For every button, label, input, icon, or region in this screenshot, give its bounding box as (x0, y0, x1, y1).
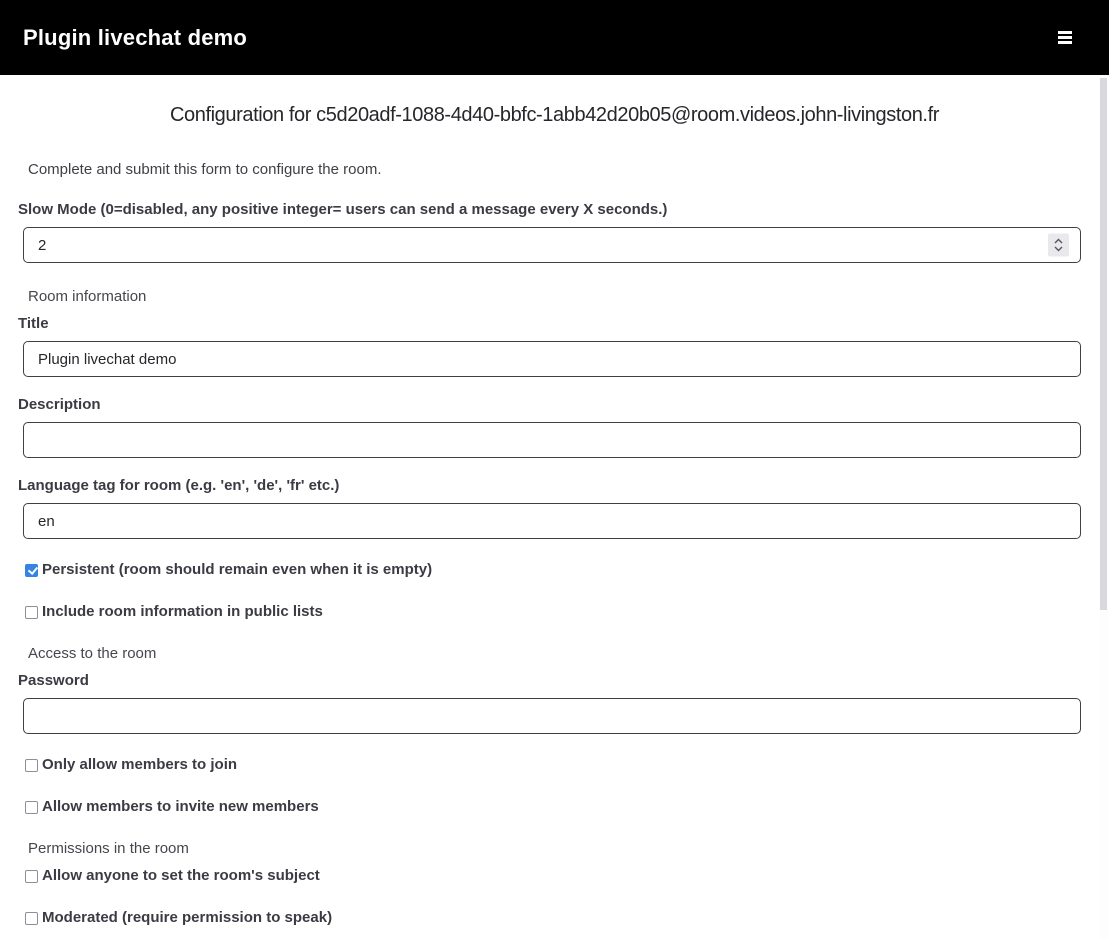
persistent-checkbox-row[interactable] (25, 562, 1081, 578)
language-label: Language tag for room (e.g. 'en', 'de', 'fr' etc.) (18, 477, 340, 494)
app-header (0, 0, 1109, 75)
slow-mode-label: Slow Mode (0=disabled, any positive integer= users can send a message every X seconds.) (18, 201, 668, 218)
title-input[interactable] (23, 341, 1081, 377)
public-list-checkbox-row[interactable] (25, 604, 1081, 620)
language-input[interactable] (23, 503, 1081, 539)
persistent-checkbox[interactable] (25, 564, 38, 577)
page-scrollbar[interactable] (1099, 76, 1109, 938)
description-input[interactable] (23, 422, 1081, 458)
scrollbar-thumb[interactable] (1100, 78, 1107, 610)
room-config-form (18, 160, 1081, 926)
slow-mode-input[interactable] (23, 227, 1081, 263)
title-label: Title (18, 315, 49, 332)
section-access: Access to the room (28, 645, 157, 662)
allow-invites-checkbox-row[interactable] (25, 799, 1081, 815)
moderated-label: Moderated (require permission to speak) (42, 909, 333, 926)
section-room-information: Room information (28, 288, 147, 305)
public-list-label: Include room information in public lists (42, 603, 323, 620)
members-only-checkbox-row[interactable] (25, 757, 1081, 773)
password-input[interactable] (23, 698, 1081, 734)
password-label: Password (18, 672, 89, 689)
change-subject-label: Allow anyone to set the room's subject (42, 867, 320, 884)
allow-invites-checkbox[interactable] (25, 801, 38, 814)
members-only-label: Only allow members to join (42, 756, 238, 773)
description-label: Description (18, 396, 101, 413)
allow-invites-label: Allow members to invite new members (42, 798, 319, 815)
slow-mode-field (18, 227, 1081, 263)
number-spinner[interactable] (1048, 234, 1069, 257)
up-down-chevrons-icon (1053, 237, 1064, 254)
persistent-label: Persistent (room should remain even when it is empty) (42, 561, 433, 578)
change-subject-checkbox[interactable] (25, 870, 38, 883)
moderated-checkbox-row[interactable] (25, 910, 1081, 926)
moderated-checkbox[interactable] (25, 912, 38, 925)
change-subject-checkbox-row[interactable] (25, 868, 1081, 884)
hamburger-icon (1058, 31, 1072, 44)
app-title: Plugin livechat demo (23, 24, 248, 50)
members-only-checkbox[interactable] (25, 759, 38, 772)
hamburger-menu-button[interactable] (1058, 31, 1072, 44)
page-title: Configuration for c5d20adf-1088-4d40-bbfc-1abb42d20b05@room.videos.john-livingston.fr (169, 104, 940, 126)
public-list-checkbox[interactable] (25, 606, 38, 619)
section-permissions: Permissions in the room (28, 840, 189, 857)
room-config-page (0, 104, 1109, 926)
form-instructions: Complete and submit this form to configure the room. (28, 161, 382, 178)
